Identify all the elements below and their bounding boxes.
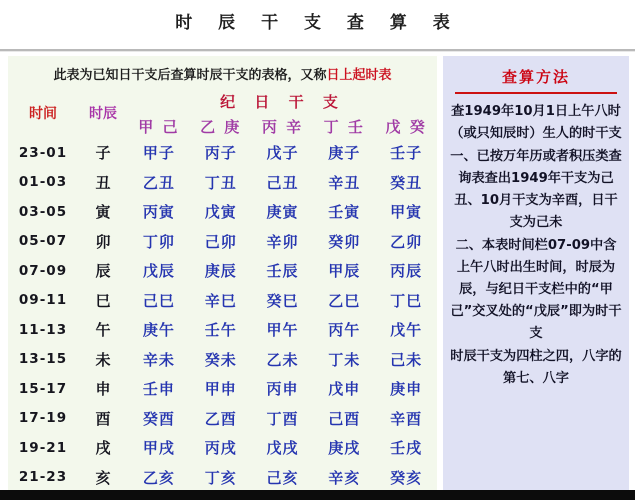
ganzhi-cell: 丙寅	[142, 203, 175, 222]
ganzhi-cell: 丙子	[204, 144, 237, 163]
branch-cell: 未	[95, 350, 111, 369]
table-row	[8, 168, 437, 198]
column-header-branch: 时辰	[89, 106, 117, 122]
table-row	[8, 345, 437, 375]
table-row	[8, 315, 437, 345]
ganzhi-cell: 丁亥	[204, 468, 237, 487]
table-row	[8, 227, 437, 257]
table-row	[8, 256, 437, 286]
table-caption-text: 此表为已知日干支后查算时辰干支的表格，又称	[53, 68, 327, 83]
title-divider	[0, 49, 635, 52]
ganzhi-cell: 丙午	[328, 321, 361, 340]
ganzhi-cell: 己亥	[266, 468, 299, 487]
ganzhi-cell: 乙卯	[390, 232, 423, 251]
ganzhi-cell: 己丑	[266, 173, 299, 192]
ganzhi-cell: 乙巳	[328, 291, 361, 310]
column-header-stem-1: 甲 己	[138, 117, 180, 136]
bottom-black-bar	[0, 490, 635, 500]
hour-ganzhi-table	[8, 88, 437, 492]
ganzhi-cell: 壬午	[204, 321, 237, 340]
branch-cell: 卯	[95, 232, 111, 251]
ganzhi-cell: 丁未	[328, 350, 361, 369]
sidebar-paragraph: 一、已按万年历或者积压类查询表查出1949年干支为己丑、10月干支为辛酉，日干支为己未	[450, 149, 622, 230]
ganzhi-cell: 辛卯	[266, 232, 299, 251]
ganzhi-cell: 庚午	[142, 321, 175, 340]
ganzhi-cell: 丁丑	[204, 173, 237, 192]
ganzhi-cell: 乙丑	[142, 173, 175, 192]
ganzhi-cell: 壬寅	[328, 203, 361, 222]
branch-cell: 辰	[95, 262, 111, 281]
ganzhi-cell: 己卯	[204, 232, 237, 251]
ganzhi-cell: 丙戌	[204, 439, 237, 458]
branch-cell: 午	[95, 321, 111, 340]
branch-cell: 酉	[95, 409, 111, 428]
branch-cell: 寅	[95, 203, 111, 222]
ganzhi-cell: 癸酉	[142, 409, 175, 428]
ganzhi-cell: 戊申	[328, 380, 361, 399]
ganzhi-cell: 戊午	[390, 321, 423, 340]
time-range-cell: 01-03	[18, 174, 68, 191]
ganzhi-cell: 丁卯	[142, 232, 175, 251]
ganzhi-cell: 甲寅	[390, 203, 423, 222]
ganzhi-cell: 癸卯	[328, 232, 361, 251]
ganzhi-cell: 乙亥	[142, 468, 175, 487]
time-range-cell: 23-01	[18, 144, 68, 161]
sidebar-paragraph: 二、本表时间栏07-09中含上午八时出生时间，时辰为辰，与纪日干支栏中的“甲己”交叉处的“戊辰”即为时干支	[450, 238, 622, 341]
ganzhi-cell: 戊辰	[142, 262, 175, 281]
sidebar-title: 查算方法	[501, 68, 570, 86]
sidebar-title-underline	[455, 92, 617, 94]
ganzhi-cell: 己酉	[328, 409, 361, 428]
ganzhi-cell: 癸巳	[266, 291, 299, 310]
ganzhi-cell: 丁酉	[266, 409, 299, 428]
table-caption-highlight: 日上起时表	[326, 68, 392, 83]
ganzhi-cell: 甲戌	[142, 439, 175, 458]
ganzhi-cell: 庚子	[328, 144, 361, 163]
ganzhi-cell: 壬申	[142, 380, 175, 399]
branch-cell: 子	[95, 144, 111, 163]
ganzhi-cell: 己巳	[142, 291, 175, 310]
ganzhi-cell: 辛酉	[390, 409, 423, 428]
ganzhi-cell: 戊寅	[204, 203, 237, 222]
column-header-stem-3: 丙 辛	[261, 117, 304, 136]
column-header-stem-4: 丁 壬	[323, 117, 365, 136]
ganzhi-cell: 丁巳	[390, 291, 423, 310]
ganzhi-cell: 辛巳	[204, 291, 237, 310]
ganzhi-cell: 庚戌	[328, 439, 361, 458]
sidebar-paragraph: 查1949年10月1日上午八时（或只知辰时）生人的时干支	[450, 104, 622, 141]
ganzhi-cell: 丙辰	[390, 262, 423, 281]
table-row	[8, 286, 437, 316]
time-range-cell: 03-05	[18, 203, 68, 220]
ganzhi-cell: 戊子	[266, 144, 299, 163]
content	[0, 56, 635, 490]
column-header-stem-2: 乙 庚	[200, 117, 242, 136]
ganzhi-cell: 己未	[390, 350, 423, 369]
page-title: 时 辰 干 支 查 算 表	[175, 13, 460, 33]
column-header-time: 时间	[29, 106, 57, 122]
time-range-cell: 05-07	[18, 233, 68, 250]
ganzhi-cell: 乙未	[266, 350, 299, 369]
ganzhi-cell: 庚辰	[204, 262, 237, 281]
branch-cell: 戌	[95, 439, 111, 458]
table-row	[8, 463, 437, 493]
ganzhi-cell: 癸亥	[390, 468, 423, 487]
ganzhi-cell: 庚申	[390, 380, 423, 399]
time-range-cell: 07-09	[18, 262, 68, 279]
time-range-cell: 21-23	[18, 469, 68, 486]
table-row	[8, 404, 437, 434]
time-range-cell: 15-17	[18, 380, 68, 397]
time-range-cell: 19-21	[18, 439, 68, 456]
table-row	[8, 138, 437, 168]
ganzhi-cell: 甲子	[142, 144, 175, 163]
ganzhi-cell: 甲申	[204, 380, 237, 399]
ganzhi-cell: 癸未	[204, 350, 237, 369]
ganzhi-cell: 癸丑	[390, 173, 423, 192]
ganzhi-cell: 庚寅	[266, 203, 299, 222]
time-range-cell: 13-15	[18, 351, 68, 368]
ganzhi-cell: 壬子	[390, 144, 423, 163]
table-row	[8, 433, 437, 463]
table-row	[8, 197, 437, 227]
ganzhi-cell: 乙酉	[204, 409, 237, 428]
table-caption	[8, 56, 437, 88]
sidebar-paragraph: 时辰干支为四柱之四，八字的第七、八字	[450, 349, 622, 386]
branch-cell: 巳	[95, 291, 111, 310]
ganzhi-cell: 甲午	[266, 321, 299, 340]
time-range-cell: 09-11	[18, 292, 68, 309]
ganzhi-cell: 戊戌	[266, 439, 299, 458]
method-sidebar	[443, 56, 629, 490]
table-row	[8, 374, 437, 404]
ganzhi-cell: 辛未	[142, 350, 175, 369]
ganzhi-cell: 辛丑	[328, 173, 361, 192]
branch-cell: 亥	[95, 468, 111, 487]
column-header-stem-5: 戊 癸	[385, 117, 427, 136]
ganzhi-cell: 壬戌	[390, 439, 423, 458]
time-range-cell: 17-19	[18, 410, 68, 427]
branch-cell: 丑	[95, 173, 111, 192]
column-group-header: 纪 日 干 支	[220, 92, 345, 111]
ganzhi-table-panel	[8, 56, 437, 490]
ganzhi-cell: 壬辰	[266, 262, 299, 281]
branch-cell: 申	[95, 380, 111, 399]
ganzhi-cell: 甲辰	[328, 262, 361, 281]
ganzhi-cell: 丙申	[266, 380, 299, 399]
ganzhi-cell: 辛亥	[328, 468, 361, 487]
time-range-cell: 11-13	[18, 321, 68, 338]
